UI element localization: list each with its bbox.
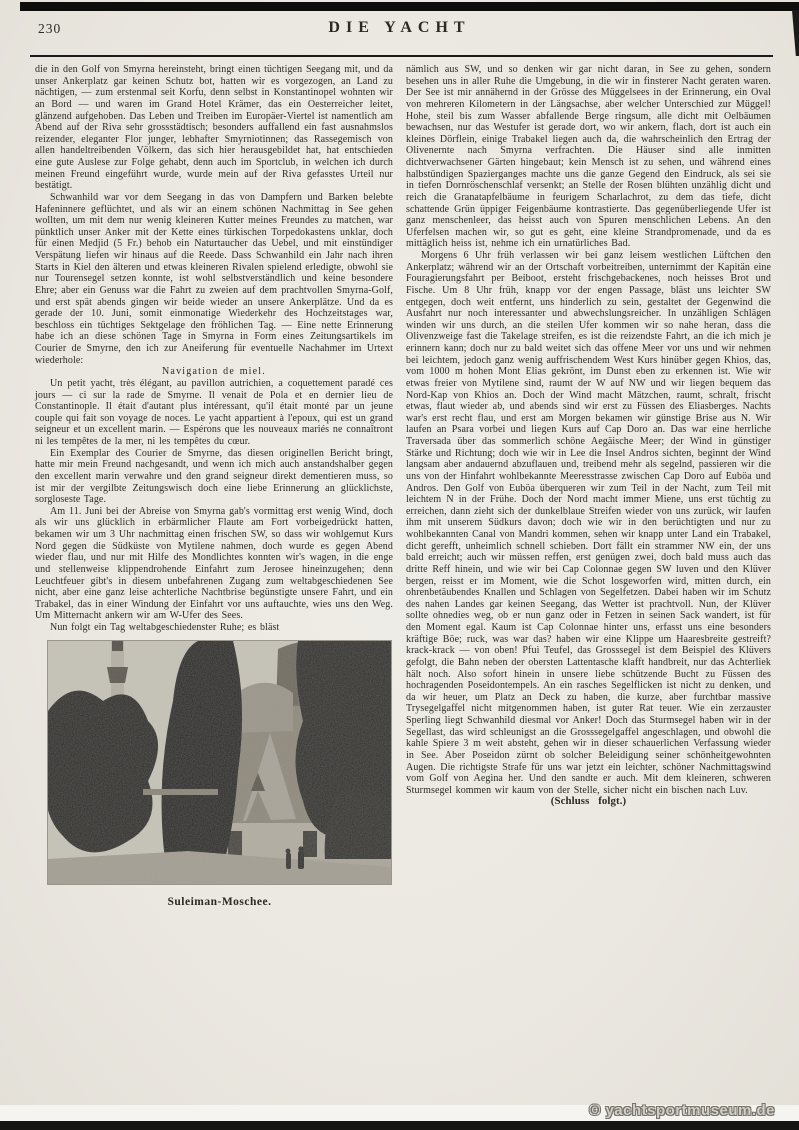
paragraph: Nun folgt ein Tag weltabgeschiedenster Ruhe; es bläst xyxy=(50,622,280,633)
page-number: 230 xyxy=(38,21,62,36)
photo-caption: Suleiman-Moschee. xyxy=(167,895,272,908)
page-header xyxy=(30,19,769,43)
paragraph: Morgens 6 Uhr früh verlassen wir bei ganz leisem westlichen Lüftchen den Ankerplatz; während wir an der Ortschaft vorbeitreiben, unternimmt der Kapitän eine Fouragierungsfahrt per Beiboot, ersteht frischgebackenes, noch heisses Brot und Fische. Um 8 Uhr früh, knapp vor der engen Passage, bläst uns leichter SW entgegen, doch weit entfernt, uns hinderlich zu sein, gestaltet der Gegenwind die Ausfahrt nur noch interessanter und abwechslungsreicher. In unzähligen Schlägen winden wir uns durch, an die steilen Ufer kommen wir so nahe heran, dass die Olivenzweige fast die Takelage streifen, es ist die reizendste Fahrt, an die ich mich je erinnern kann; doch nur zu bald weitet sich das offene Meer vor uns und wir nehmen bei leichtem, jedoch ganz wenig auffrischendem West Kurs hinüber gegen Khios, das, vom 1000 m hohen Mont Elias gekrönt, im Dunst eben zu erkennen ist. Wie wir etwas freier von Mytilene sind, raumt der W auf NW und wir liegen bequem das Nord-Kap von Khios an. Doch der Wind macht Mätzchen, raumt, schralt, frischt etwas, flaut wieder ab, und abends sind wir erst zu Füssen des Eliasberges. Nachts war's erst recht flau, und erst am Morgen bekamen wir günstige Brise aus N. Wir laufen an Psara vorbei und liegen Kurs auf Cap Doro an. Das war eine herrliche Traversada über das sommerlich schöne Aegäische Meer; der Wind in günstiger Stärke und Richtung; doch wie wir in Lee die Insel Andros sichten, beginnt der Wind langsam aber andauernd abzuflauen und, treibend mehr als segelnd, passieren wir die uns von der Hinfahrt wohlbekannte Meeresstrasse zwischen Cap Doro auf Euböa und Andros. Den Golf von Euböa überqueren wir zum Teil in der Nacht, zum Teil mit leichtem N in der Frühe. Doch der Nord macht immer Miene, uns erst tüchtig zu erreichen, dann zieht sich der dunkelblaue Streifen wieder von uns zurück, wir laufen ihm mit unserem Südkurs davon; doch wie wir in den berüchtigten und nur zu wohlbekannten Canal von Mandri kommen, sehen wir knapp unter Land ein Trabakel, dicht gerefft, unheimlich schnell schieben. Dort fällt ein strammer NW ein, der uns bald erreicht; auch wir müssen reffen, erst genügen zwei, doch bald muss auch das dritte Reff hinein, und wie wir bei Cap Colonnae gegen SW luven und den Klüver bergen, reisst er im Moment, wie die Schot losgeworfen wird, mitten durch, ein ohrenbetäubendes Knallen und Schlagen von Segelfetzen. Dabei haben wir im Schutz des nahen Landes gar keinen Seegang, das Wetter ist prachtvoll. Nun, der Klüver sollte ohnedies weg, ob er nun ganz oder in Fetzen in seinen Sack wandert, ist für den Moment egal. Kaum ist Cap Colonnae hinter uns, erfasst uns eine besonders kräftige Böe; ruck, was war das? haben wir eine Klippe um Haaresbreite gestreift? krack-krack — von oben! Pfui Teufel, das Grosssegel ist dem Beispiel des Klüvers gefolgt, die Bahn neben der obersten Lattentasche klafft handbreit, nur das Achterliek hält noch. Also sofort hinein in unsere liebe schützende Bucht zu Füssen des hochragenden Poseidontempels. An ein rasches Segelflicken ist nicht zu denken, und da wir heuer, um Platz an Deck zu haben, die kurze, aber furchtbar massive Trysegelgaffel nicht mitgenommen haben, ist guter Rat teuer. Wie ein zerzauster Sperling liegt Schwanhild diesmal vor Anker! Doch das Sturmsegel haben wir in der Segellast, das wird schleunigst an die Grosssegelgaffel angeschlagen, und obwohl die kahle Spiere 3 m weit absteht, gehen wir in dieser schauerlichen Verfassung wieder in See. Aber Poseidon zürnt ob solcher Beleidigung seiner schönheitgewohnten Augen. Die richtigste Strafe für uns war jetzt ein leichter, schöner Nachmittagswind vom Golf von Aegina her. Und den sandte er auch. Mit dem kleineren, schweren Sturmsegel kommen wir kaum von der Stelle, sicher nicht ein bischen nach Luv. xyxy=(406,250,771,796)
left-column xyxy=(35,64,393,908)
paragraph: die in den Golf von Smyrna hereinsteht, bringt einen tüchtigen Seegang mit, und da unser Ankerplatz gar keinen Schutz bot, hatten wir es vorgezogen, an Land zu nächtigen, — zum erstenmal seit Korfu, denn selbst in Konstantinopel wohnten wir an Bord — und waren im Grand Hotel Krämer, das ein Oesterreicher leitet, glänzend aufgehoben. Das Leben und Treiben im Europäer-Viertel ist namentlich am Abend auf der Riva sehr grossstädtisch; besonders auffallend ein fast ausnahmslos reizender, eleganter Flor junger, lebhafter Smyrniotinnen; das Rassegemisch von allen handeltreibenden Völkern, das sich hier herausgebildet hat, hat entschieden eine gute Auslese zur Folge gehabt, denn auch im Sportclub, in welchen ich durch meinen Freund eingeführt wurde, wurde mein auf der Riva gefasstes Urteil nur bestätigt. xyxy=(35,64,393,192)
paragraph: Schwanhild war vor dem Seegang in das von Dampfern und Barken belebte Hafeninnere geflüchtet, und als wir an einem schönen Nachmittag in See gehen wollten, um mit dem nur wenig kleineren Kutter meines Freundes zu matchen, war pünktlich unser Anker mit der Kette eines türkischen Torpedokastens unklar, doch für einen Medjid (5 Fr.) behob ein Naturtaucher das Uebel, und mit einstündiger Verspätung liefen wir hinaus auf die Reede. Dass Schwanhild ein Jahr nach ihren Starts in Kiel den älteren und etwas kleineren Rivalen spielend erledigte, obwohl sie nur Tourensegel setzen konnte, ist wohl selbstverständlich und keine besondere Ehre; aber ein Genuss war die Fahrt zu zweien auf dem prachtvollen Smyrna-Golf, und erst spät abends gingen wir beide wieder an unsere Ankerplätze. Und da es gerade der 10. Juni, somit einmonatige Wiederkehr des Hochzeitstages war, beschloss ein tüchtiges Sektgelage den fröhlichen Tag. — Eine nette Erinnerung habe ich an diese schönen Tage in Smyrna in Form eines Zeitungsartikels im Courier de Smyrne, den ich zur Aneiferung für eventuelle Nachahmer im Urtext wiederhole: xyxy=(35,191,393,366)
right-column xyxy=(406,64,771,908)
article-closing: (Schluss folgt.) xyxy=(550,795,627,808)
watermark: © yachtsportmuseum.de xyxy=(589,1102,775,1119)
paragraph: Am 11. Juni bei der Abreise von Smyrna gab's vormittag erst wenig Wind, doch als wir uns glücklich in erbärmlicher Flaute am Fort vorbeigedrückt hatten, bekamen wir um 3 Uhr nachmittag einen frischen SW, so dass wir wohlgemut Kurs Nord gegen die Südküste von Mytilene nahmen, doch wurde es gegen Abend wieder flau, und nur mit Hilfe des Mondlichtes konnten wir's wagen, in die enge und stellenweise klippendrohende Einfahrt zum Jerosee hineinzugehen; denn Leuchtfeuer gibt's in diesem unbefahrenen Zugang zum weltabgeschiedenen See nicht, aber eine ganz leise achterliche Nachtbrise begünstigte unsere Fahrt, und ein Trabakel, das in einer Windung der Einfahrt vor uns auftauchte, wies uns den Weg. Um Mitternacht ankern wir am W-Ufer des Sees. xyxy=(35,505,393,622)
article-body xyxy=(35,64,771,908)
photo-figure xyxy=(48,641,391,909)
header-rule xyxy=(30,55,773,57)
scan-top-bar xyxy=(20,2,799,11)
mosque-photo xyxy=(48,641,391,884)
section-heading: Navigation de miel. xyxy=(162,366,266,378)
masthead-title: DIE YACHT xyxy=(328,19,471,36)
paragraph-french: Un petit yacht, très élégant, au pavillon autrichien, a coquettement paradé ces jours — ci sur la rade de Smyrne. Il venait de Pola et en dernier lieu de Constantinople. Il était d'autant plus intéressant, qu'il était monté par un jeune couple qui fait son voyage de noces. Le yacht appartient à l'epoux, qui est un grand seigneur et un excellent marin. — Espérons que les nouveaux mariés ne connaîtront ni les tempêtes de la mer, ni les tempêtes du cœur. xyxy=(35,377,393,447)
paragraph: Ein Exemplar des Courier de Smyrne, das diesen originellen Bericht bringt, hatte mir mein Freund nachgesandt, und wenn ich mich auch anstandshalber gegen den excellent marin verwahre und den grand seigneur direkt dementieren muss, so ist mir der vergilbte Zeitungswisch doch eine liebe Erinnerung an glücklichste, sorgloseste Tage. xyxy=(35,447,393,506)
scan-bottom-bar xyxy=(0,1121,799,1130)
paragraph: nämlich aus SW, und so denken wir gar nicht daran, in See zu gehen, sondern besehen uns in aller Ruhe die Umgebung, in die wir in finsterer Nacht geraten waren. Der See ist mir annähernd in der Grösse des Müggelsees in der Erinnerung, ein Oval von mehreren Kilometern in der Längsachse, aber welcher Unterschied zur Müggel! Hohe, steil bis zum Wasser abfallende Berge ringsum, alle dicht mit Oelbäumen bewachsen, nur das Westufer ist gerade dort, wo wir ankern, flach, dort ist auch ein kleines Dörflein, einige Trabakel liegen auch da, die wahrscheinlich den Ertrag der Olivenernte nach Smyrna verfrachten. Die Häuser sind alle inmitten dichtverwachsener Gärten hingebaut; kein Mensch ist zu sehen, und während eines halbstündigen Spazierganges machte uns die ganze Gegend den Eindruck, als sei sie in tiefen Dornröschenschlaf versenkt; an Stelle der Rosen blühten unzählig dicht und reich die Granatapfelbäume in feurigem Scharlachrot, zu dem das tiefe, dicht schattende Grün üppiger Feigenbäume kontrastierte. Das gegenüberliegende Ufer ist ganz menschenleer, das heisst auch von Spuren menschlichen Lebens. An den Uferfelsen machen wir, so gut es geht, eine kleine Strandpromenade, und da es mittäglich heiss ist, nehme ich ein urnatürliches Bad. xyxy=(406,64,771,250)
scan-corner-shadow xyxy=(792,10,799,56)
